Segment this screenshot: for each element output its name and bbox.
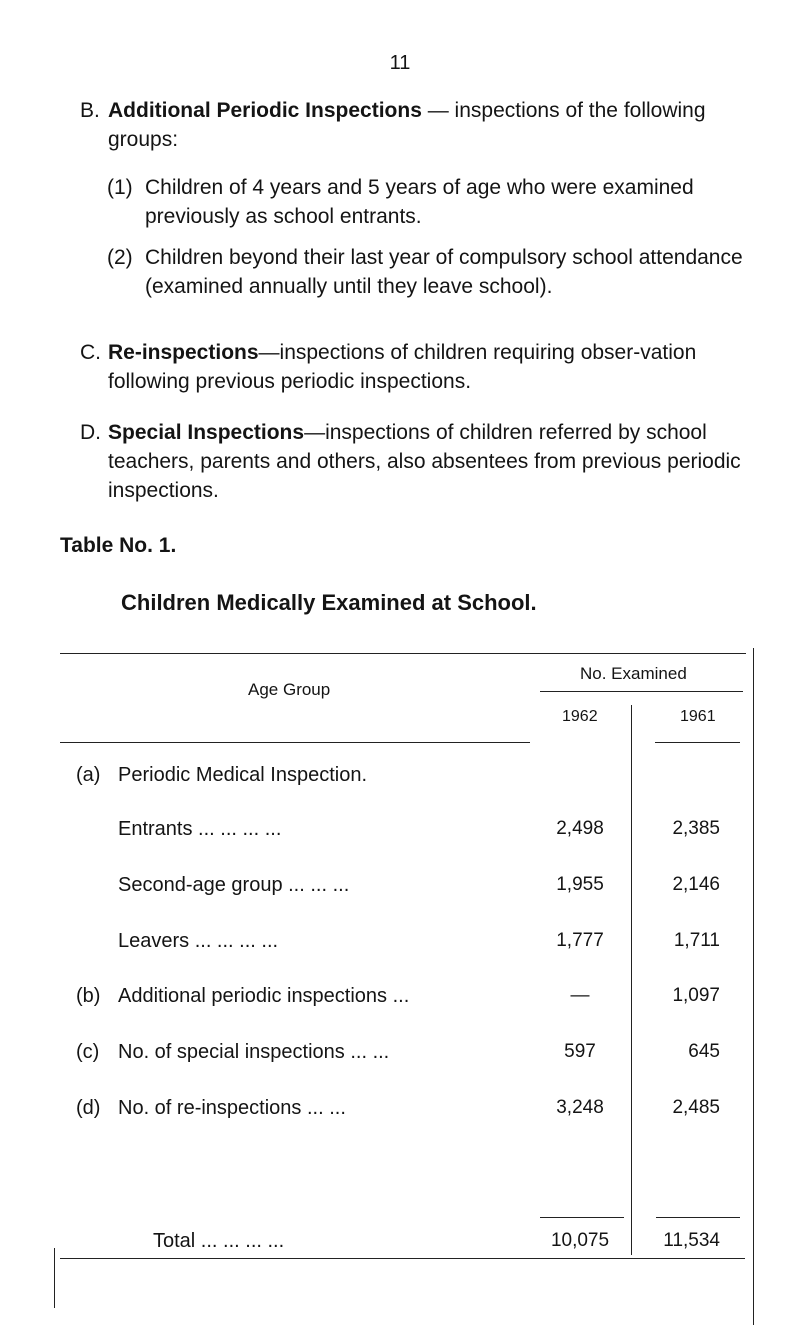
row-letter: (a) xyxy=(76,764,101,786)
row-label: Entrants ... ... ... ... xyxy=(118,818,282,840)
table-number: Table No. 1. xyxy=(60,534,177,557)
section-d xyxy=(80,418,760,505)
table-left-rule xyxy=(54,1248,55,1308)
section-d-letter: D. xyxy=(80,421,101,444)
row-label: No. of re-inspections ... ... xyxy=(118,1097,346,1119)
section-c xyxy=(80,338,760,396)
table-caption: Children Medically Examined at School. xyxy=(121,590,537,615)
total-1961: 11,534 xyxy=(663,1230,720,1251)
item-text: Children beyond their last year of compulsory school attendance (examined annually until they leave school). xyxy=(145,246,743,298)
table-row xyxy=(76,1097,346,1120)
table-right-rule xyxy=(753,648,754,1325)
section-b-item-2 xyxy=(107,243,757,301)
row-letter: (b) xyxy=(76,985,101,1007)
table-bottom-rule xyxy=(60,1258,745,1259)
section-b-heading: Additional Periodic Inspections xyxy=(108,99,422,122)
column-divider-rule xyxy=(631,705,632,1255)
section-b xyxy=(80,96,760,154)
item-label: (2) xyxy=(107,246,133,269)
cell-1962: 1,955 xyxy=(556,874,604,895)
section-c-letter: C. xyxy=(80,341,101,364)
cell-1962: 3,248 xyxy=(556,1097,604,1118)
row-letter: (c) xyxy=(76,1041,100,1063)
cell-1961: 2,485 xyxy=(672,1097,720,1118)
section-d-heading: Special Inspections xyxy=(108,421,305,444)
section-c-heading: Re-inspections xyxy=(108,341,259,364)
cell-1961: 645 xyxy=(688,1041,720,1062)
total-label: Total ... ... ... ... xyxy=(153,1230,285,1252)
table-row xyxy=(76,874,349,897)
table-row xyxy=(76,1041,389,1064)
row-label: Second-age group ... ... ... xyxy=(118,874,350,896)
header-year-1962: 1962 xyxy=(562,708,598,725)
cell-1961: 2,146 xyxy=(672,874,720,895)
cell-1961: 2,385 xyxy=(672,818,720,839)
cell-1961: 1,097 xyxy=(672,985,720,1006)
row-label: Leavers ... ... ... ... xyxy=(118,930,279,952)
table-row xyxy=(76,985,409,1008)
table-row xyxy=(76,930,278,953)
item-text: Children of 4 years and 5 years of age who were examined previously as school entrants. xyxy=(145,176,694,228)
section-b-item-1 xyxy=(107,173,757,231)
item-label: (1) xyxy=(107,176,133,199)
cell-1962: 597 xyxy=(564,1041,596,1062)
section-d-text: —inspections of children referred by school teachers, parents and others, also absentees from previous periodic inspections. xyxy=(108,421,741,502)
table-top-rule xyxy=(60,653,746,654)
header-age-group: Age Group xyxy=(248,680,331,699)
header-bottom-rule-left xyxy=(60,742,530,743)
cell-1961: 1,711 xyxy=(673,930,720,951)
page-number: 11 xyxy=(389,52,411,74)
total-1962: 10,075 xyxy=(550,1230,610,1251)
row-label: Additional periodic inspections ... xyxy=(118,985,410,1007)
section-b-text: — inspections of the following groups: xyxy=(108,99,706,151)
row-letter: (d) xyxy=(76,1097,101,1119)
section-b-letter: B. xyxy=(80,99,100,122)
header-no-examined: No. Examined xyxy=(580,664,687,683)
total-rule-1962 xyxy=(540,1217,624,1218)
table-row xyxy=(76,818,281,841)
section-c-text: —inspections of children requiring obser-vation following previous periodic inspections. xyxy=(108,341,697,393)
header-year-1961: 1961 xyxy=(680,708,716,725)
cell-1962: — xyxy=(570,985,590,1006)
section-a-row xyxy=(76,764,367,787)
header-bottom-rule-right xyxy=(655,742,740,743)
row-title: Periodic Medical Inspection. xyxy=(118,764,368,786)
total-rule-1961 xyxy=(656,1217,740,1218)
cell-1962: 1,777 xyxy=(556,930,604,951)
header-divider-rule xyxy=(540,691,743,692)
row-label: No. of special inspections ... ... xyxy=(118,1041,390,1063)
cell-1962: 2,498 xyxy=(556,818,604,839)
